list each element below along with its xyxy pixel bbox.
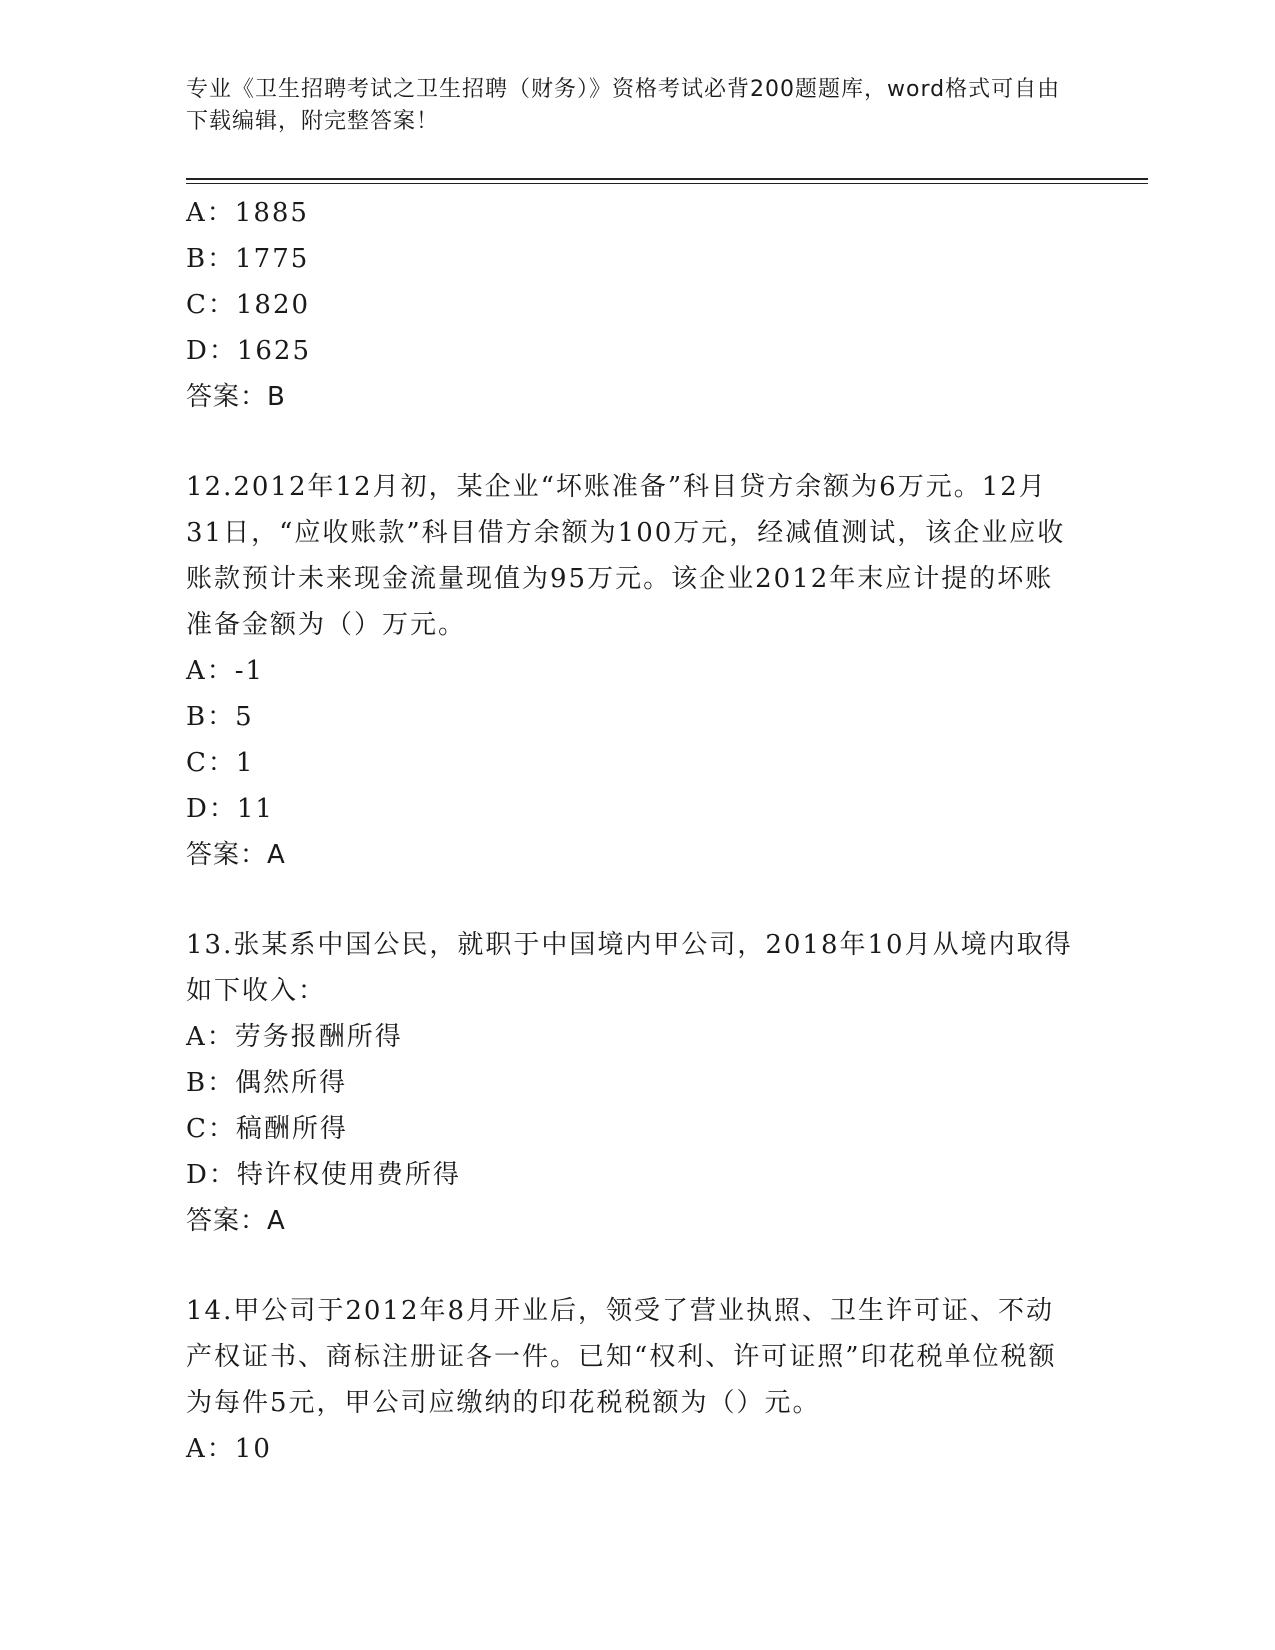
option-c: C：1820 [186, 290, 311, 320]
option-d: D：11 [186, 794, 274, 824]
header-rule [186, 178, 1148, 180]
option-a: A：-1 [186, 656, 265, 686]
option-a: A：劳务报酬所得 [186, 1022, 403, 1052]
question-text: 13.张某系中国公民，就职于中国境内甲公司，2018年10月从境内取得如下收入： [186, 930, 1073, 1006]
answer-line: 答案：A [186, 840, 286, 870]
spacer [186, 1244, 1076, 1288]
answer-line: 答案：A [186, 1206, 286, 1236]
option-a: A：1885 [186, 198, 309, 228]
question-block-12 [186, 464, 1076, 878]
spacer [186, 420, 1076, 464]
option-b: B：偶然所得 [186, 1068, 348, 1098]
question-block-13 [186, 922, 1076, 1244]
option-c: C：稿酬所得 [186, 1114, 348, 1144]
question-text: 12.2012年12月初，某企业“坏账准备”科目贷方余额为6万元。12月31日，“应收账款”科目借方余额为100万元，经减值测试，该企业应收账款预计未来现金流量现值为95万元。该企业2012年末应计提的坏账准备金额为（）万元。 [186, 472, 1066, 640]
header-rule-thin [186, 183, 1148, 184]
option-d: D：1625 [186, 336, 312, 366]
question-block-14 [186, 1288, 1076, 1472]
document-body [186, 190, 1076, 1472]
question-block-11 [186, 190, 1076, 420]
spacer [186, 878, 1076, 922]
option-a: A：10 [186, 1434, 272, 1464]
option-b: B：1775 [186, 244, 310, 274]
option-c: C：1 [186, 748, 255, 778]
option-d: D：特许权使用费所得 [186, 1160, 461, 1190]
question-text: 14.甲公司于2012年8月开业后，领受了营业执照、卫生许可证、不动产权证书、商标注册证各一件。已知“权利、许可证照”印花税单位税额为每件5元，甲公司应缴纳的印花税税额为（）元。 [186, 1296, 1057, 1418]
page-header: 专业《卫生招聘考试之卫生招聘（财务）》资格考试必背200题题库，word格式可自由下载编辑，附完整答案！ [186, 77, 1061, 134]
option-b: B：5 [186, 702, 254, 732]
answer-line: 答案：B [186, 382, 286, 412]
